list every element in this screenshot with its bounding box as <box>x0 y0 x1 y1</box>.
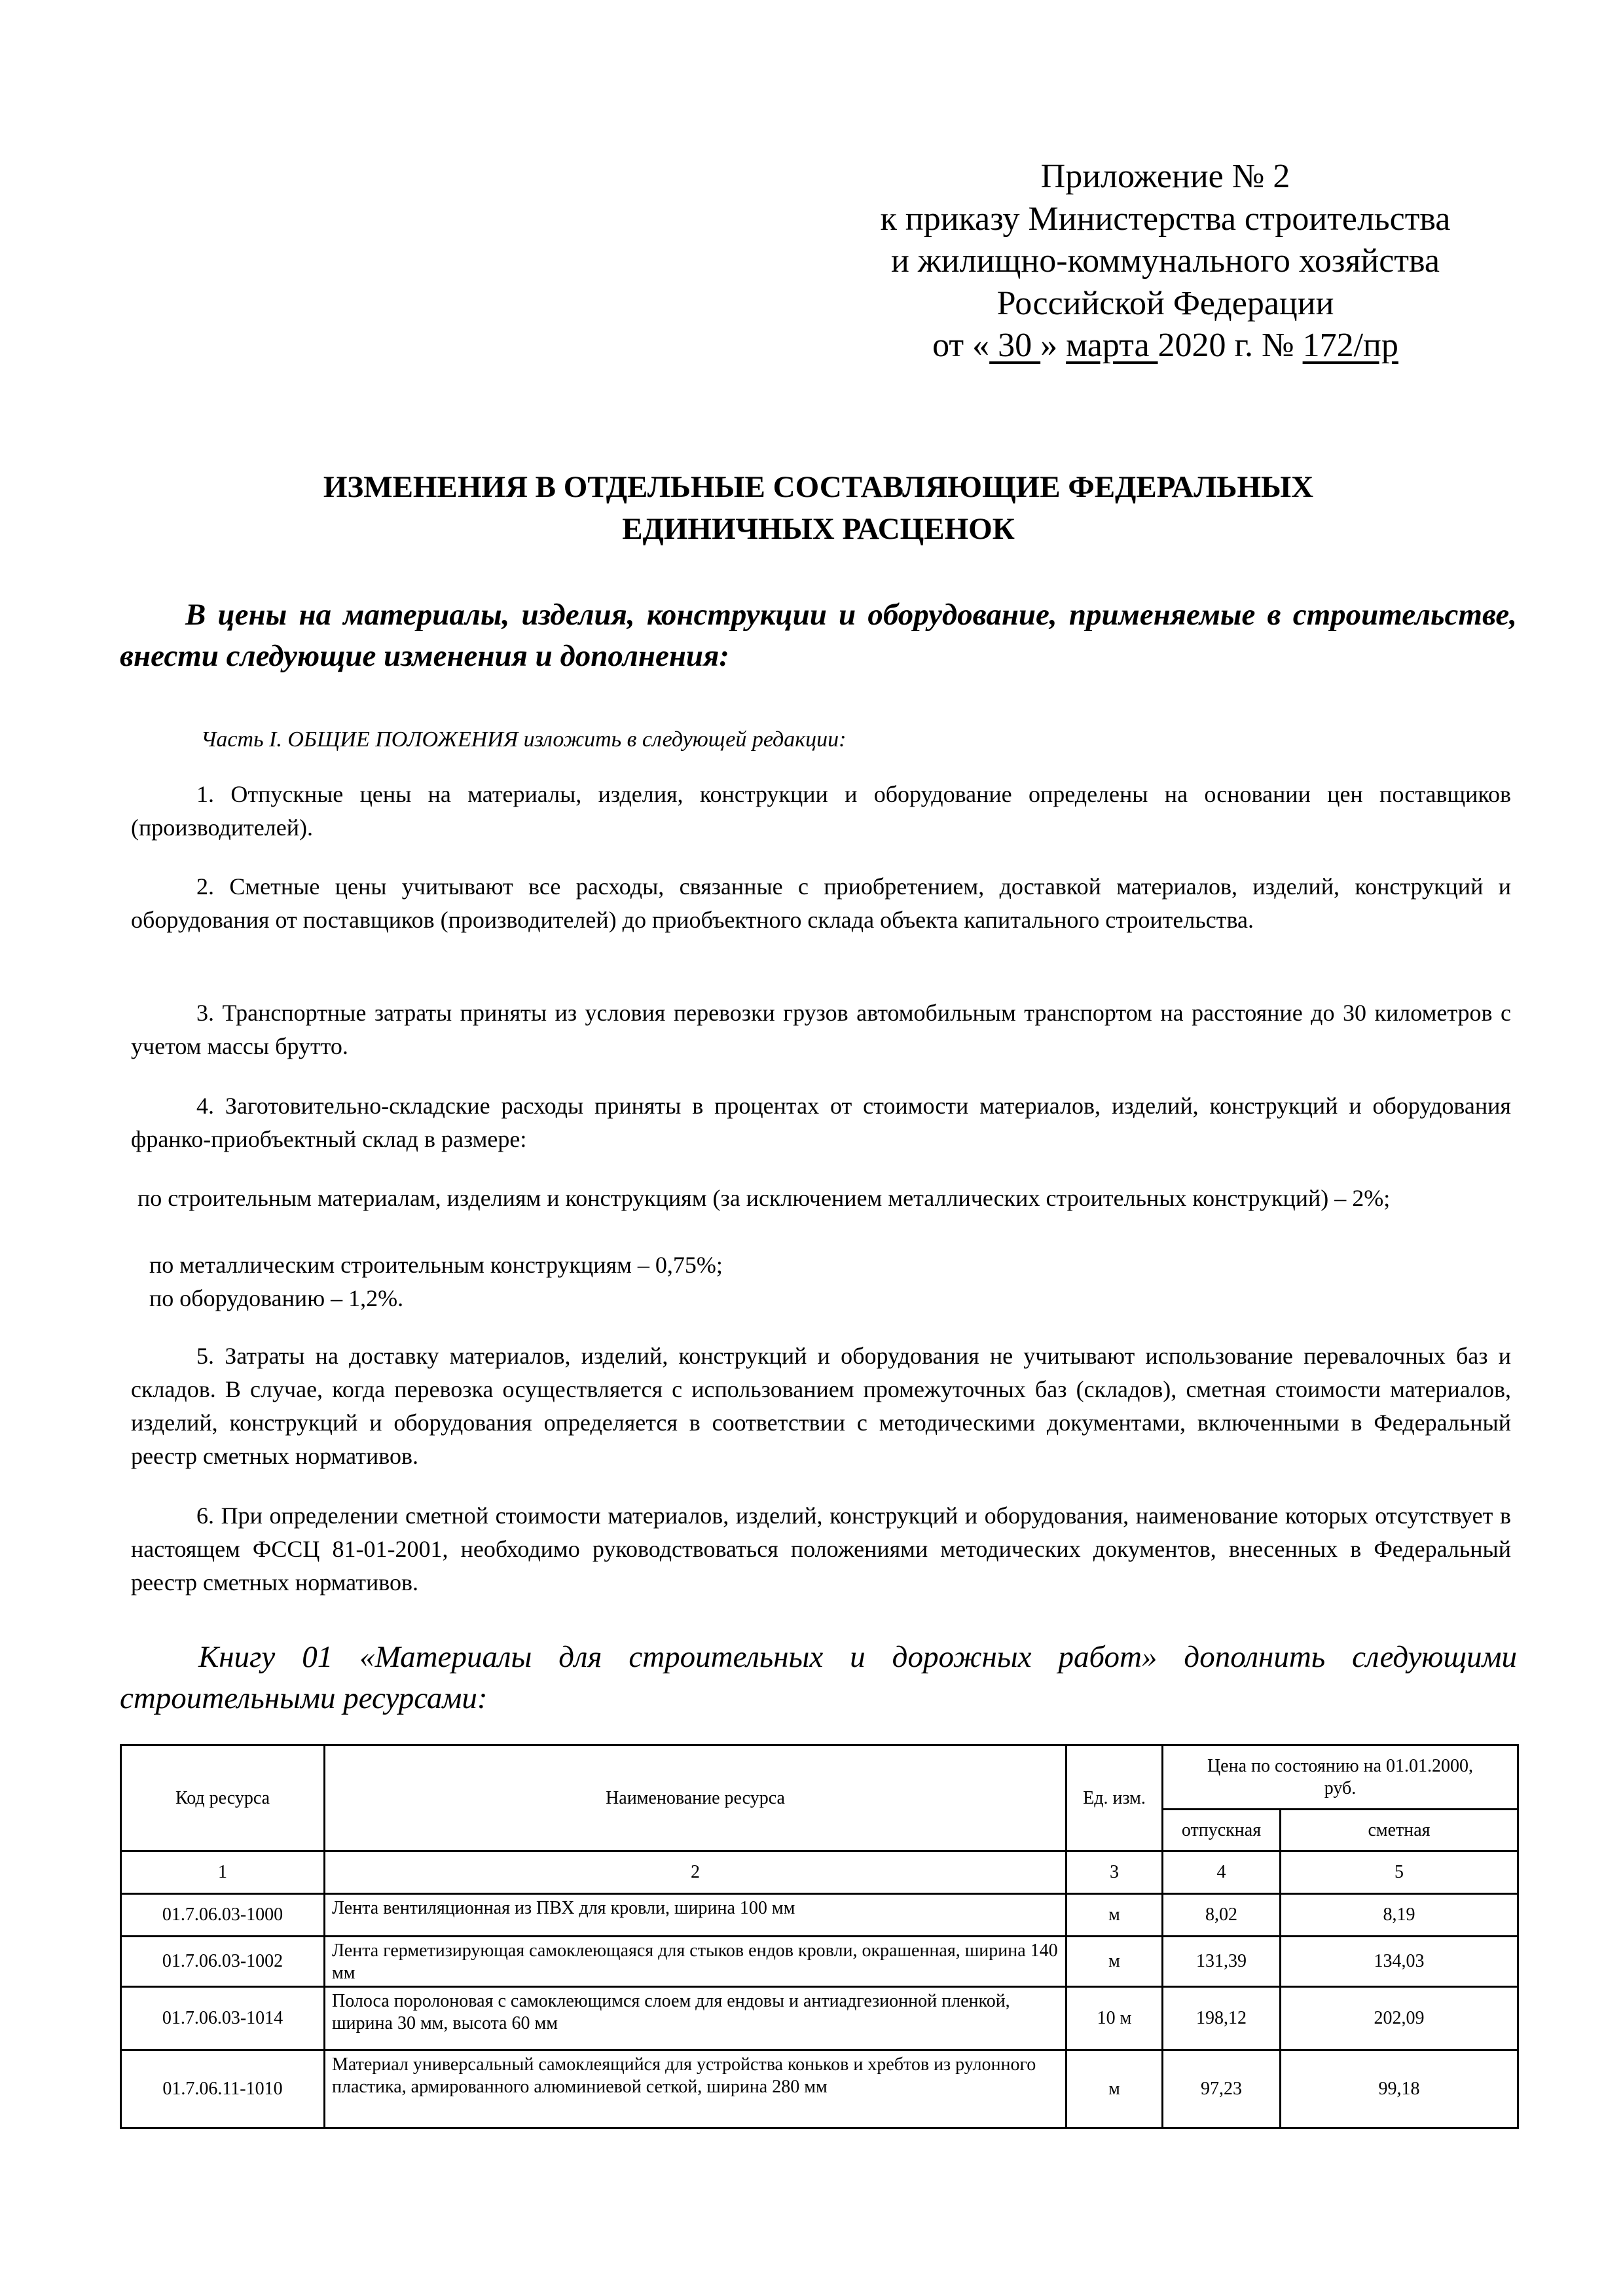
resource-unit: м <box>1067 1937 1163 1987</box>
header-estimate-price: сметная <box>1281 1810 1518 1851</box>
header-code: Код ресурса <box>121 1745 325 1851</box>
resource-name: Лента герметизирующая самоклеющаяся для стыков ендов кровли, окрашенная, ширина 140 мм <box>325 1937 1067 1987</box>
paragraph-2: 2. Сметные цены учитывают все расходы, связанные с приобретением, доставкой материалов, изделий, конструкций и оборудования от поставщиков (производителей) до приобъектного склада объекта капитального строительства. <box>131 873 1511 933</box>
resource-code: 01.7.06.11-1010 <box>121 2050 325 2128</box>
resource-unit: 10 м <box>1067 1987 1163 2050</box>
paragraph-1: 1. Отпускные цены на материалы, изделия, конструкции и оборудование определены на основании цен поставщиков (производителей). <box>131 781 1511 841</box>
date-mid: » <box>1040 327 1067 364</box>
date-day: 30 <box>989 327 1041 364</box>
rate-item-materials: по строительным материалам, изделиям и конструкциям (за исключением металлических строительных конструкций) – 2%; <box>137 1185 1391 1211</box>
release-price: 131,39 <box>1163 1937 1281 1987</box>
document-title <box>120 466 1517 550</box>
resource-code: 01.7.06.03-1000 <box>121 1894 325 1937</box>
estimate-price: 99,18 <box>1281 2050 1518 2128</box>
header-name: Наименование ресурса <box>325 1745 1067 1851</box>
resource-code: 01.7.06.03-1002 <box>121 1937 325 1987</box>
appendix-number: Приложение № 2 <box>1040 158 1290 195</box>
header-release-price: отпускная <box>1163 1810 1281 1851</box>
intro-statement: В цены на материалы, изделия, конструкции и оборудование, применяемые в строительстве, внести следующие изменения и дополнения: <box>120 598 1517 673</box>
column-number: 5 <box>1281 1851 1518 1894</box>
table-row <box>121 1937 1518 1987</box>
table-row <box>121 2050 1518 2128</box>
resource-table <box>120 1744 1519 2129</box>
table-row <box>121 1894 1518 1937</box>
column-number: 1 <box>121 1851 325 1894</box>
appendix-header <box>812 156 1519 367</box>
part-heading: Часть I. ОБЩИЕ ПОЛОЖЕНИЯ изложить в следующей редакции: <box>201 727 847 752</box>
resource-name: Лента вентиляционная из ПВХ для кровли, ширина 100 мм <box>325 1894 1067 1937</box>
release-price: 198,12 <box>1163 1987 1281 2050</box>
book-heading: Книгу 01 «Материалы для строительных и дорожных работ» дополнить следующими строительными ресурсами: <box>120 1640 1517 1715</box>
rate-item-metal: по металлическим строительным конструкциям – 0,75%; <box>149 1252 723 1278</box>
paragraph-3: 3. Транспортные затраты приняты из условия перевозки грузов автомобильным транспортом на расстояние до 30 километров с учетом массы брутто. <box>131 1000 1511 1059</box>
estimate-price: 8,19 <box>1281 1894 1518 1937</box>
paragraph-5: 5. Затраты на доставку материалов, изделий, конструкций и оборудования не учитывают использование перевалочных баз и складов. В случае, когда перевозка осуществляется с использованием промежуточных баз (складов), сметная стоимости материалов, изделий, конструкций и оборудования определяется в соответствии с методическими документами, включенными в Федеральный реестр сметных нормативов. <box>131 1343 1511 1469</box>
date-month: марта <box>1066 327 1158 364</box>
paragraph-6: 6. При определении сметной стоимости материалов, изделий, конструкций и оборудования, наименование которых отсутствует в настоящем ФССЦ 81-01-2001, необходимо руководствоваться положениями методических документов, внесенных в Федеральный реестр сметных нормативов. <box>131 1503 1511 1595</box>
estimate-price: 134,03 <box>1281 1937 1518 1987</box>
column-number: 4 <box>1163 1851 1281 1894</box>
appendix-country: Российской Федерации <box>996 284 1334 322</box>
appendix-order-ref: к приказу Министерства строительства <box>880 200 1451 238</box>
table-header-row <box>121 1745 1518 1810</box>
rate-item-equipment: по оборудованию – 1,2%. <box>149 1285 404 1311</box>
column-number-row <box>121 1851 1518 1894</box>
paragraph-4: 4. Заготовительно-складские расходы приняты в процентах от стоимости материалов, изделий, конструкций и оборудования франко-приобъектный склад в размере: <box>131 1093 1511 1152</box>
estimate-price: 202,09 <box>1281 1987 1518 2050</box>
resource-unit: м <box>1067 1894 1163 1937</box>
appendix-ministry: и жилищно-коммунального хозяйства <box>891 242 1440 280</box>
header-price-group: Цена по состоянию на 01.01.2000, руб. <box>1163 1745 1518 1810</box>
appendix-date-line <box>812 325 1519 367</box>
release-price: 8,02 <box>1163 1894 1281 1937</box>
release-price: 97,23 <box>1163 2050 1281 2128</box>
header-unit: Ед. изм. <box>1067 1745 1163 1851</box>
resource-name: Материал универсальный самоклеящийся для устройства коньков и хребтов из рулонного пластика, армированного алюминиевой сеткой, ширина 280 мм <box>325 2050 1067 2128</box>
title-line-2: ЕДИНИЧНЫХ РАСЦЕНОК <box>622 512 1015 546</box>
order-number: 172/пр <box>1302 327 1398 364</box>
resource-code: 01.7.06.03-1014 <box>121 1987 325 2050</box>
resource-unit: м <box>1067 2050 1163 2128</box>
date-prefix: от « <box>932 327 990 364</box>
column-number: 3 <box>1067 1851 1163 1894</box>
table-row <box>121 1987 1518 2050</box>
date-year: 2020 г. № <box>1158 327 1303 364</box>
column-number: 2 <box>325 1851 1067 1894</box>
title-line-1: ИЗМЕНЕНИЯ В ОТДЕЛЬНЫЕ СОСТАВЛЯЮЩИЕ ФЕДЕРАЛЬНЫХ <box>323 470 1314 504</box>
resource-name: Полоса поролоновая с самоклеющимся слоем для ендовы и антиадгезионной пленкой, ширина 30 мм, высота 60 мм <box>325 1987 1067 2050</box>
